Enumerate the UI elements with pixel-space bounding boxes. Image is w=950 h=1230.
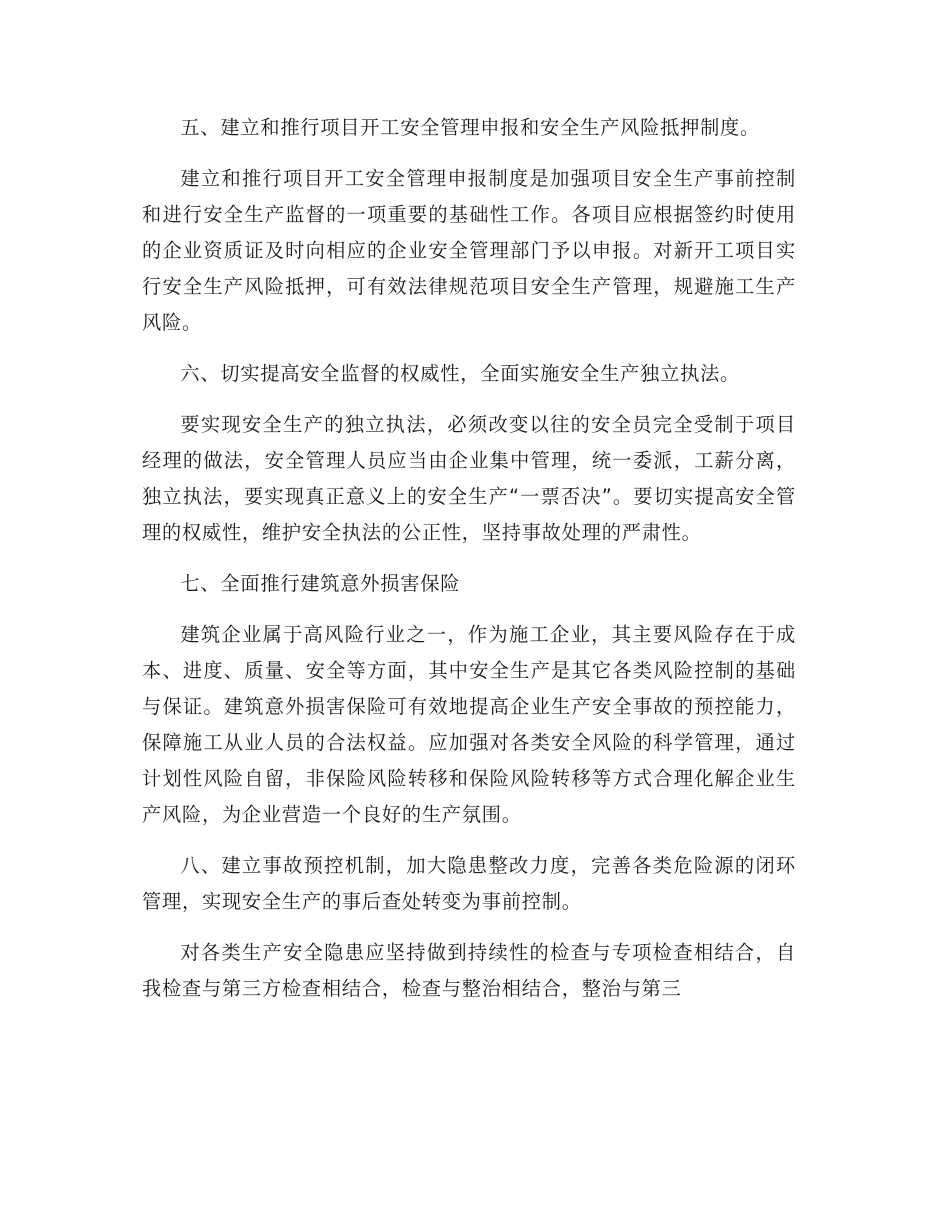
paragraph-heading-6: 六、切实提高安全监督的权威性，全面实施安全生产独立执法。 <box>180 362 741 385</box>
paragraph-body: 建立和推行项目开工安全管理申报制度是加强项目安全生产事前控制和进行安全生产监督的一项重要的基础性工作。各项目应根据签约时使用的企业资质证及时向相应的企业安全管理部门予以申报。对新开工项目实行安全生产风险抵押，可有效法律规范项目安全生产管理，规避施工生产风险。 <box>142 167 796 334</box>
paragraph-heading-7: 七、全面推行建筑意外损害保险 <box>180 572 461 595</box>
paragraph-body: 要实现安全生产的独立执法，必须改变以往的安全员完全受制于项目经理的做法，安全管理人员应当由企业集中管理，统一委派，工薪分离，独立执法，要实现真正意义上的安全生产“一票否决”。要切实提高安全管理的权威性，维护安全执法的公正性，坚持事故处理的严肃性。 <box>142 413 796 544</box>
paragraph-body: 对各类生产安全隐患应坚持做到持续性的检查与专项检查相结合，自我检查与第三方检查相结合，检查与整治相结合，整治与第三 <box>142 941 796 1000</box>
document-body <box>142 110 796 1022</box>
paragraph-heading-8: 八、建立事故预控机制，加大隐患整改力度，完善各类危险源的闭环管理，实现安全生产的事后查处转变为事前控制。 <box>142 854 796 913</box>
paragraph-heading-5: 五、建立和推行项目开工安全管理申报和安全生产风险抵押制度。 <box>180 116 761 139</box>
paragraph-body: 建筑企业属于高风险行业之一，作为施工企业，其主要风险存在于成本、进度、质量、安全等方面，其中安全生产是其它各类风险控制的基础与保证。建筑意外损害保险可有效地提高企业生产安全事故的预控能力，保障施工从业人员的合法权益。应加强对各类安全风险的科学管理，通过计划性风险自留，非保险风险转移和保险风险转移等方式合理化解企业生产风险，为企业营造一个良好的生产氛围。 <box>142 623 796 826</box>
